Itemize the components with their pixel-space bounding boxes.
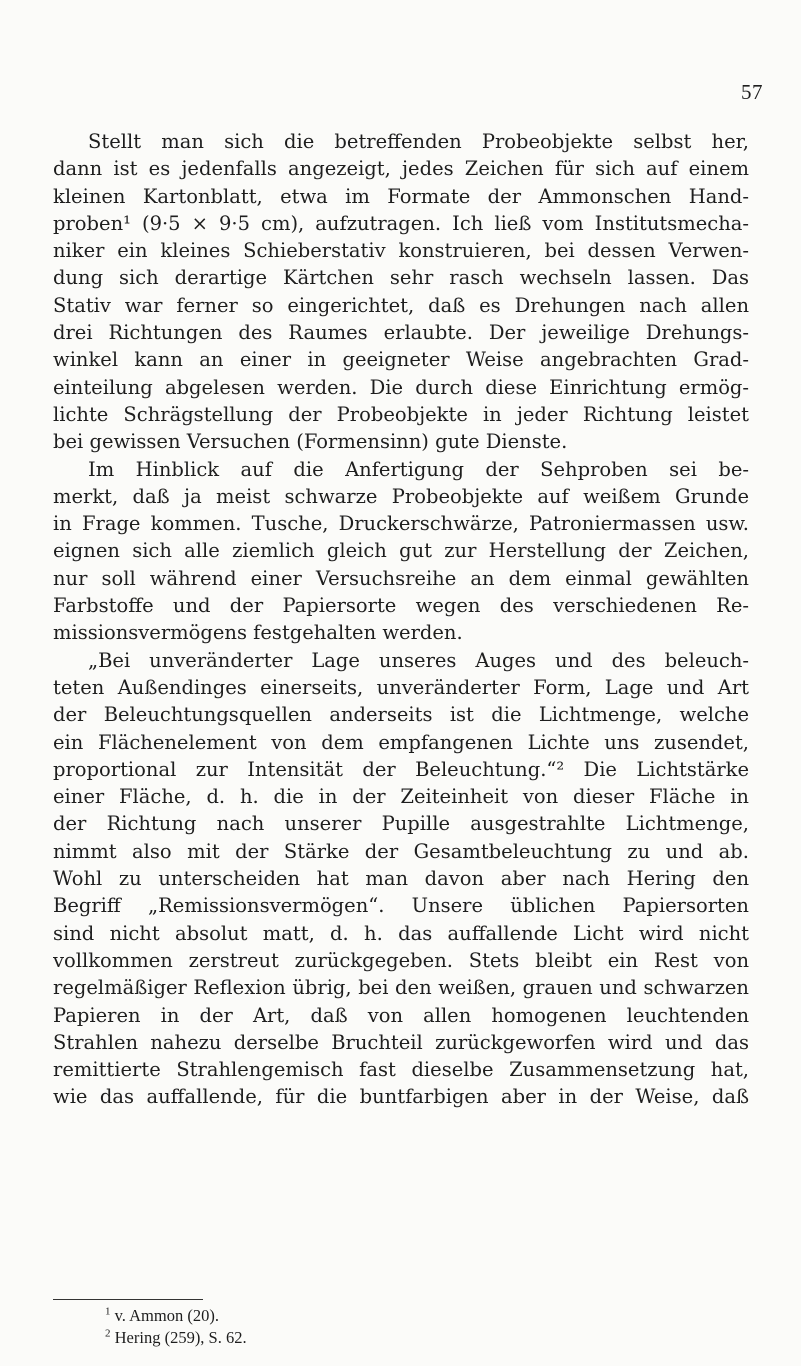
text-line: einteilung abgelesen werden. Die durch diese Einrichtung ermög- [53, 375, 749, 399]
text-line: dann ist es jedenfalls angezeigt, jedes Zeichen für sich auf einem [53, 157, 749, 181]
text-line: Farbstoffe und der Papiersorte wegen des verschiedenen Re- [53, 594, 749, 618]
footnote-text: v. Ammon (20). [114, 1306, 219, 1325]
text-line: dung sich derartige Kärtchen sehr rasch wechseln lassen. Das [53, 266, 749, 290]
text-line: einer Fläche, d. h. die in der Zeiteinheit von dieser Fläche in [53, 785, 749, 809]
text-line: niker ein kleines Schieberstativ konstruieren, bei dessen Verwen- [53, 239, 749, 263]
text-line: winkel kann an einer in geeigneter Weise angebrachten Grad- [53, 348, 749, 372]
text-line: regelmäßiger Reflexion übrig, bei den weißen, grauen und schwarzen [53, 976, 749, 1000]
text-line: der Beleuchtungsquellen anderseits ist die Lichtmenge, welche [53, 703, 749, 727]
text-line: eignen sich alle ziemlich gleich gut zur Herstellung der Zeichen, [53, 539, 749, 563]
footnote-divider [53, 1299, 203, 1300]
text-line: remittierte Strahlengemisch fast dieselbe Zusammensetzung hat, [53, 1058, 749, 1082]
text-line: kleinen Kartonblatt, etwa im Formate der Ammonschen Hand- [53, 184, 749, 208]
text-line: Strahlen nahezu derselbe Bruchteil zurückgeworfen wird und das [53, 1030, 749, 1054]
footnote-mark: 1 [105, 1305, 111, 1318]
text-line: proben¹ (9·5 × 9·5 cm), aufzutragen. Ich ließ vom Institutsmecha- [53, 211, 749, 235]
text-line: Begriff „Remissionsvermögen“. Unsere üblichen Papiersorten [53, 894, 749, 918]
text-line: Papieren in der Art, daß von allen homogenen leuchtenden [53, 1003, 749, 1027]
text-line: bei gewissen Versuchen (Formensinn) gute Dienste. [53, 430, 568, 454]
text-line: sind nicht absolut matt, d. h. das auffallende Licht wird nicht [53, 921, 749, 945]
body-text [53, 128, 749, 1111]
text-line: „Bei unveränderter Lage unseres Auges und des beleuch- [88, 648, 749, 672]
text-line: drei Richtungen des Raumes erlaubte. Der jeweilige Drehungs- [53, 321, 749, 345]
text-line: proportional zur Intensität der Beleuchtung.“² Die Lichtstärke [53, 757, 749, 781]
text-line: missionsvermögens festgehalten werden. [53, 621, 463, 645]
footnote-mark: 2 [105, 1327, 111, 1340]
text-line: wie das auffallende, für die buntfarbigen aber in der Weise, daß [53, 1085, 749, 1109]
text-line: Stellt man sich die betreffenden Probeobjekte selbst her, [88, 130, 749, 153]
text-line: vollkommen zerstreut zurückgegeben. Stets bleibt ein Rest von [53, 948, 749, 972]
footnote-text: Hering (259), S. 62. [114, 1328, 247, 1347]
text-line: nur soll während einer Versuchsreihe an dem einmal gewählten [53, 566, 749, 590]
text-line: nimmt also mit der Stärke der Gesamtbeleuchtung zu und ab. [53, 839, 749, 863]
footnote [53, 1327, 247, 1349]
text-line: Im Hinblick auf die Anfertigung der Sehproben sei be- [88, 457, 749, 481]
page-number: 57 [741, 80, 763, 104]
text-line: lichte Schrägstellung der Probeobjekte in jeder Richtung leistet [53, 402, 749, 426]
footnotes [53, 1305, 247, 1349]
text-line: teten Außendinges einerseits, unveränderter Form, Lage und Art [53, 675, 749, 699]
text-line: in Frage kommen. Tusche, Druckerschwärze, Patroniermassen usw. [53, 512, 749, 536]
text-line: Stativ war ferner so eingerichtet, daß es Drehungen nach allen [53, 293, 749, 317]
footnote [53, 1305, 247, 1327]
text-line: merkt, daß ja meist schwarze Probeobjekte auf weißem Grunde [53, 484, 749, 508]
text-line: der Richtung nach unserer Pupille ausgestrahlte Lichtmenge, [53, 812, 749, 836]
text-line: ein Flächenelement von dem empfangenen Lichte uns zusendet, [53, 730, 749, 754]
text-line: Wohl zu unterscheiden hat man davon aber nach Hering den [53, 867, 749, 891]
